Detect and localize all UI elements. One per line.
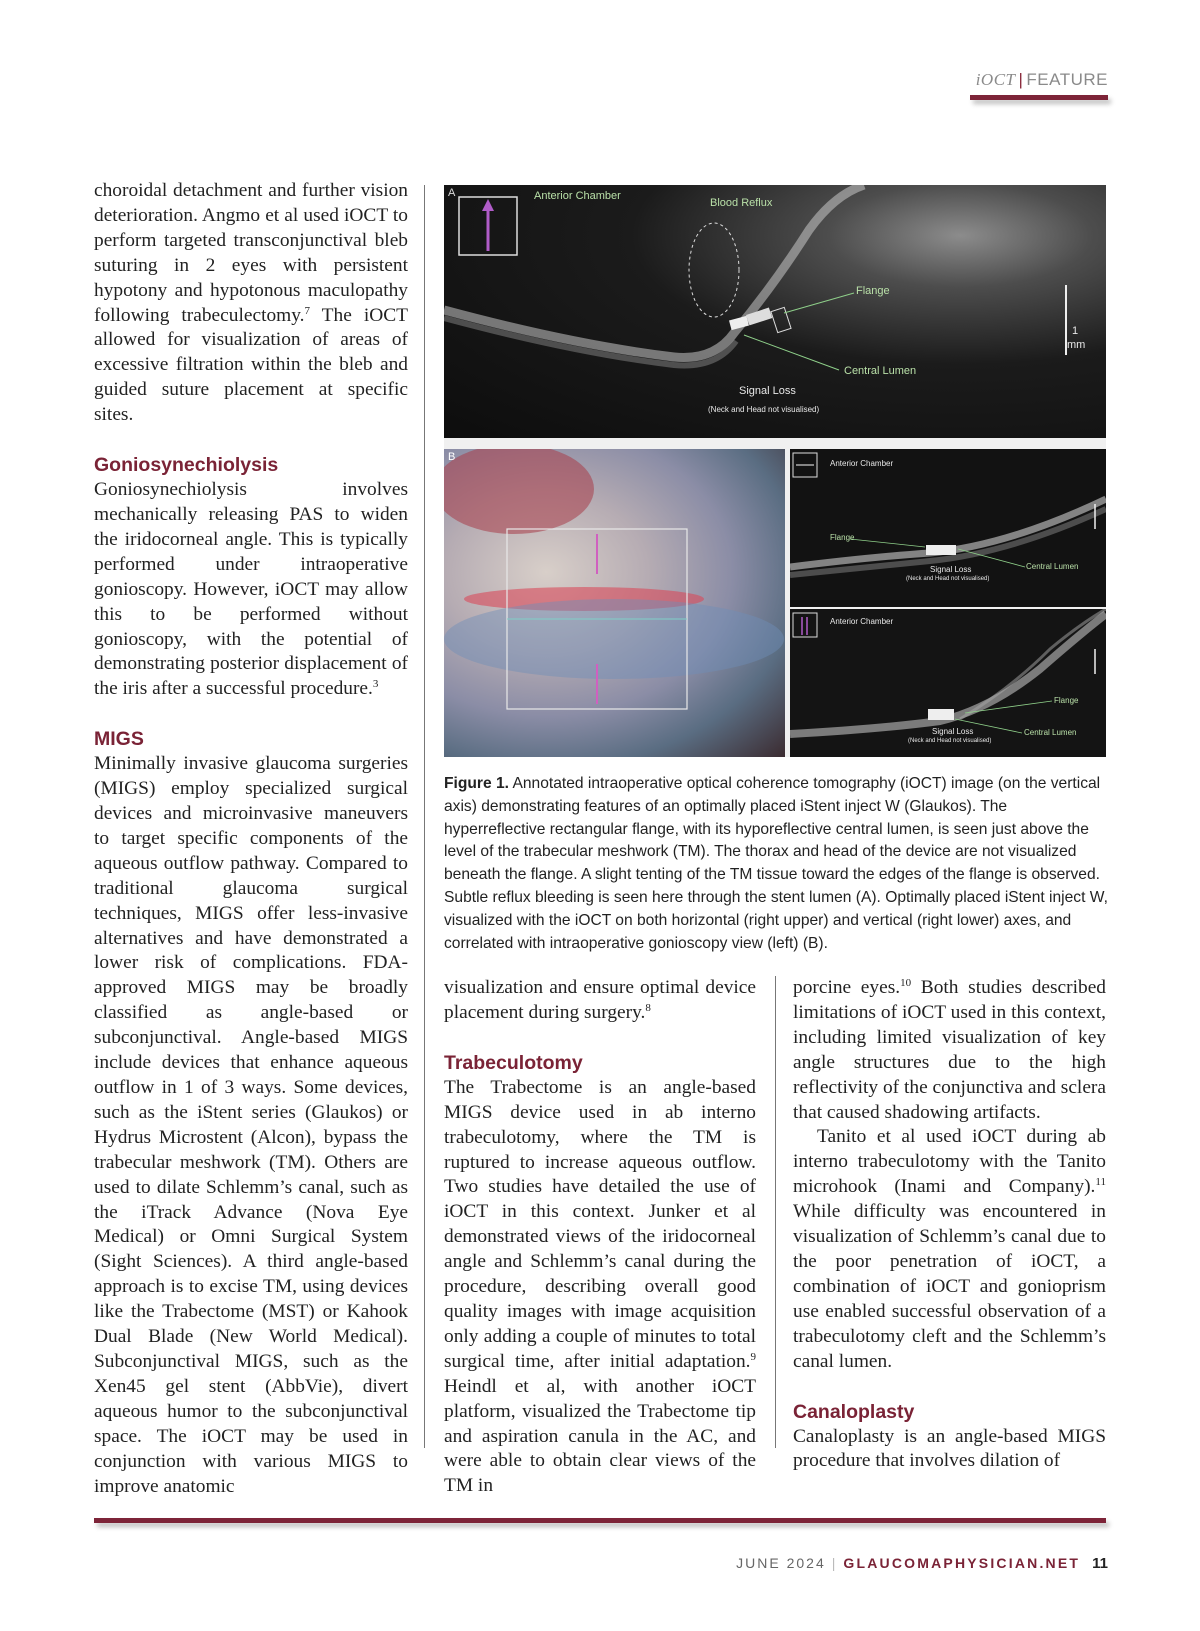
caption-text: Annotated intraoperative optical coherence tomography (iOCT) image (on the vertical axis) demonstrating features of an optimally placed iStent inject W (Glaukos). The hyperreflective rectangular flange, with its hyporeflective central lumen, is seen just above the level of the trabecular meshwork (TM). The thorax and head of the device are not visualized beneath the flange. A slight tenting of the TM tissue toward the edges of the flange is observed. Subtle reflux bleeding is seen here through the stent lumen (A). Optimally placed iStent inject W, visualized with the iOCT on both horizontal (right upper) and vertical (right lower) axes, and correlated with intraoperative gonioscopy view (left) (B). xyxy=(444,775,1108,952)
label-central-lumen: Central Lumen xyxy=(1026,562,1079,571)
column-divider xyxy=(424,185,425,1448)
scale-bar-unit: mm xyxy=(1067,339,1086,351)
paragraph: Tanito et al used iOCT during ab interno trabeculotomy with the Tanito microhook (Inami and Company).$^{11}$ While difficulty was encountered in visualization of Schlemm’s canal due to the poor penetration of iOCT, a combination of iOCT and gonioprism use enabled successful observation of a trabeculotomy cleft and the Schlemm’s canal lumen. xyxy=(793,1126,1106,1372)
reference: 9 xyxy=(750,1350,756,1363)
figure-panel-b-horizontal xyxy=(790,449,1106,607)
column-2 xyxy=(444,976,756,1499)
footer: JUNE 2024 | GLAUCOMAPHYSICIAN.NET 11 xyxy=(736,1555,1108,1572)
reference: 8 xyxy=(645,1001,651,1014)
running-head xyxy=(976,70,1108,90)
reference: 11 xyxy=(1095,1176,1106,1189)
figure-panel-a xyxy=(444,185,1106,438)
footer-date: JUNE 2024 xyxy=(736,1555,826,1571)
label-central-lumen: Central Lumen xyxy=(844,365,917,377)
label-central-lumen: Central Lumen xyxy=(1024,728,1077,737)
label-neck-head: (Neck and Head not visualised) xyxy=(908,738,992,744)
running-head-separator: | xyxy=(1018,70,1024,89)
caption-label: Figure 1. xyxy=(444,775,509,792)
paragraph: visualization and ensure optimal device placement during surgery.$^8$ xyxy=(444,977,756,1023)
heading-trabeculotomy: Trabeculotomy xyxy=(444,1051,583,1074)
label-signal-loss: Signal Loss xyxy=(739,385,796,397)
header-rule xyxy=(970,95,1108,100)
paragraph: porcine eyes.$^{10}$ Both studies described limitations of iOCT used in this context, including limited visualization of key angle structures due to the high reflectivity of the conjunctiva and sclera that caused shadowing artifacts. xyxy=(793,977,1107,1123)
panel-label-a: A xyxy=(448,187,456,199)
paragraph: The Trabectome is an angle-based MIGS device used in ab interno trabeculotomy, where the TM is ruptured to increase aqueous outflow. Two studies have detailed the use of iOCT in this context. Junker et al demonstrated views of the iridocorneal angle and Schlemm’s canal during the procedure, describing overall good quality images with image acquisition only adding a couple of minutes to total surgical time, after initial adaptation.$^9$ Heindl et al, with another iOCT platform, visualized the Trabectome tip and aspiration canula in the AC, and were able to obtain clear views of the TM in xyxy=(444,1076,756,1497)
label-anterior-chamber: Anterior Chamber xyxy=(830,617,894,626)
label-neck-head: (Neck and Head not visualised) xyxy=(906,576,990,582)
label-flange: Flange xyxy=(856,285,890,297)
running-head-section: FEATURE xyxy=(1026,70,1108,89)
label-blood-reflux: Blood Reflux xyxy=(710,197,773,209)
running-head-title: iOCT xyxy=(975,70,1016,89)
label-signal-loss: Signal Loss xyxy=(932,727,974,736)
figure-panel-b-gonioscopy xyxy=(444,449,785,757)
label-anterior-chamber: Anterior Chamber xyxy=(830,459,894,468)
label-signal-loss: Signal Loss xyxy=(930,565,972,574)
figure-caption xyxy=(444,773,1108,955)
page-number: 11 xyxy=(1092,1555,1108,1572)
paragraph: Minimally invasive glaucoma surgeries (MIGS) employ specialized surgical devices and microinvasive maneuvers to target specific components of the aqueous outflow pathway. Compared to traditional glaucoma surgical techniques, MIGS offer less-invasive alternatives and have demonstrated a lower risk of complications. FDA-approved MIGS may be broadly classified as angle-based or subconjunctival. Angle-based MIGS include devices that enhance aqueous outflow in 1 of 3 ways. Some devices, such as the iStent series (Glaukos) or Hydrus Microstent (Alcon), bypass the trabecular meshwork (TM). Others are used to dilate Schlemm’s canal, such as the iTrack Advance (Nova Eye Medical) or Omni Surgical System (Sight Sciences). A third angle-based approach is to excise TM, using devices like the Trabectome (MST) or Kahook Dual Blade (New World Medical). Subconjunctival MIGS, such as the Xen45 gel stent (AbbVie), divert aqueous humor to the subconjunctival space. The iOCT may be used in conjunction with various MIGS to improve anatomic xyxy=(94,753,408,1497)
column-3 xyxy=(793,976,1106,1474)
heading-goniosynechiolysis: Goniosynechiolysis xyxy=(94,454,279,477)
label-anterior-chamber: Anterior Chamber xyxy=(534,190,621,202)
scale-bar-value: 1 xyxy=(1072,325,1079,337)
paragraph: choroidal detachment and further vision deterioration. Angmo et al used iOCT to perform targeted transconjunctival bleb suturing in 2 eyes with persistent hypotony and hypotonous maculopathy following trabeculectomy.$^7$ The iOCT allowed for visualization of areas of excessive filtration within the bleb and guided suture placement at specific sites. xyxy=(94,180,408,426)
reference: 10 xyxy=(900,977,912,989)
reference: 7 xyxy=(304,304,311,317)
reference: 3 xyxy=(372,678,379,691)
footer-rule xyxy=(94,1518,1106,1523)
heading-canaloplasty: Canaloplasty xyxy=(793,1400,915,1423)
panel-label-b: B xyxy=(448,451,456,463)
column-1 xyxy=(94,179,408,1499)
paragraph: Canaloplasty is an angle-based MIGS procedure that involves dilation of xyxy=(793,1425,1106,1472)
heading-migs: MIGS xyxy=(94,728,144,751)
figure-1 xyxy=(444,185,1106,757)
label-neck-head: (Neck and Head not visualised) xyxy=(708,405,820,414)
paragraph: Goniosynechiolysis involves mechanically releasing PAS to widen the iridocorneal angle. This is typically performed under intraoperative gonioscopy. However, iOCT may allow this to be performed without gonioscopy, with the potential of demonstrating posterior displacement of the iris after a successful procedure.$^3$ xyxy=(94,479,408,700)
label-flange: Flange xyxy=(830,533,855,542)
column-divider xyxy=(775,976,776,1448)
footer-site: GLAUCOMAPHYSICIAN.NET xyxy=(843,1555,1081,1571)
label-flange: Flange xyxy=(1054,696,1079,705)
figure-panel-b-vertical xyxy=(790,609,1106,757)
